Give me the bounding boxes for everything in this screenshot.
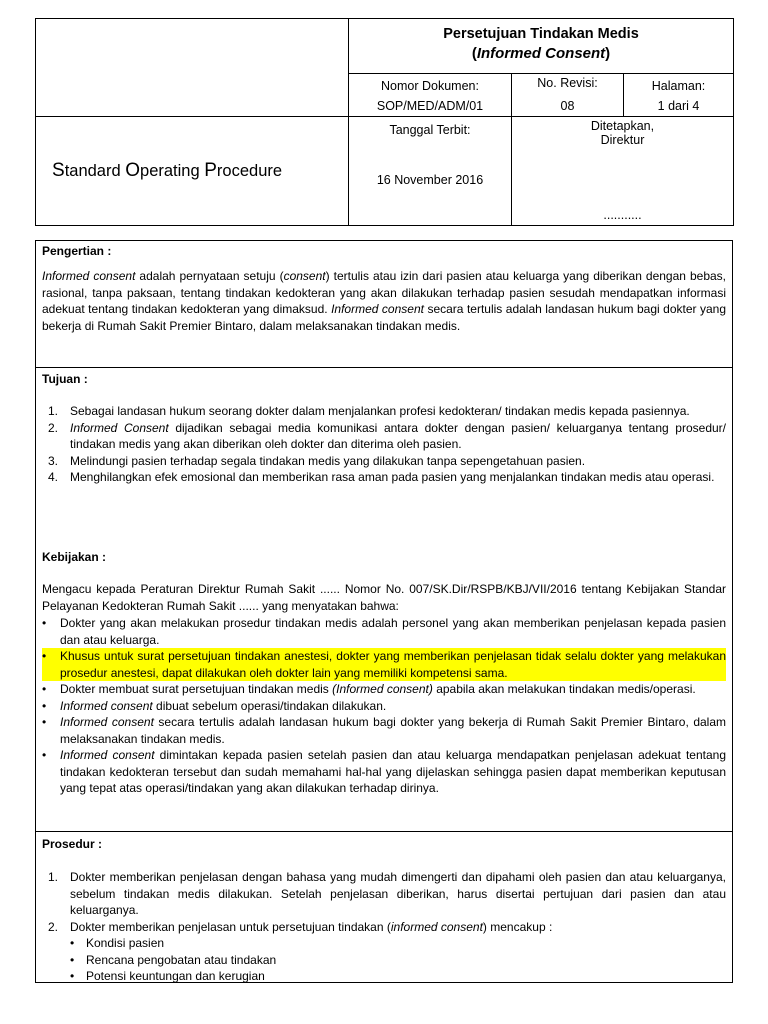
sop-word-3: rocedure (216, 162, 283, 180)
sop-letter-p: P (204, 160, 217, 181)
sublist-item (70, 968, 726, 985)
kebijakan-intro: Mengacu kepada Peraturan Direktur Rumah Sakit ...... Nomor No. 007/SK.Dir/RSPB/KBJ/VII/2016 tentang Kebijakan Standar Pelayanan Kedokteran Rumah Sakit ...... yang menyatakan bahwa: (42, 582, 726, 613)
section-divider (36, 831, 732, 832)
sop-title-cell (36, 117, 349, 226)
issue-date-cell (349, 117, 512, 226)
list-number: 2. (48, 919, 59, 934)
text-run: dimintakan kepada pasien setelah pasien dan atau keluarga mendapatkan penjelasan adekuat tentang tindakan kedokteran tersebut dan sudah memahami hal-hal yang dijelaskan sehingga pasien dapat memberikan keputusan yang tepat atas operasi/tindakan yang akan dilakukan terhadap dirinya. (60, 748, 726, 795)
approval-cell (512, 117, 734, 226)
tujuan-title: Tujuan : (42, 372, 88, 386)
list-item (42, 615, 726, 648)
doc-number-label: Nomor Dokumen: (381, 79, 479, 93)
paren-open: ( (471, 45, 477, 62)
sublist-item (70, 935, 726, 952)
text-italic: Informed consent (42, 269, 136, 283)
document-header-table (35, 18, 734, 226)
sublist-item (70, 952, 726, 969)
issue-date-label: Tanggal Terbit: (389, 123, 471, 137)
logo-cell (36, 19, 349, 117)
bullet: • (42, 715, 47, 729)
text-run: dibuat sebelum operasi/tindakan dilakukan. (152, 698, 387, 713)
list-item (42, 869, 726, 919)
list-item (42, 453, 726, 470)
revision-label: No. Revisi: (537, 76, 598, 90)
document-title: Persetujuan Tindakan Medis (443, 26, 639, 42)
document-subtitle (349, 45, 733, 62)
pengertian-paragraph (42, 268, 726, 334)
list-number: 2. (48, 420, 59, 435)
section-divider (36, 367, 732, 368)
approval-line-1: Ditetapkan, (590, 119, 655, 133)
text-italic: informed consent (390, 919, 483, 934)
doc-number-cell (349, 74, 512, 117)
list-item (42, 747, 726, 797)
bullet: • (42, 748, 47, 762)
revision-value: 08 (560, 99, 575, 113)
pengertian-title: Pengertian : (42, 244, 112, 258)
document-body (35, 240, 733, 983)
text-italic: consent (283, 269, 326, 283)
list-item (42, 403, 726, 420)
text-run: ) tertulis atau izin dari pasien atau keluarga yang diberikan dengan bebas, rasional, tanpa paksaan, tentang tindakan kedokteran yang akan dilakukan terhadap pasien sesudah mendapatkan informasi adekuat tentang tindakan kedokteran yang dimaksud. (42, 269, 726, 316)
document-title-cell (349, 19, 734, 74)
text-run: Dokter memberikan penjelasan dengan bahasa yang mudah dimengerti dan dipahami oleh pasien dan atau keluarganya, sebelum tindakan medis dilakukan. Setelah penjelasan diberikan, harus disertai pertujuan dari pasien dan atau keluarganya. (70, 870, 726, 917)
list-number: 4. (48, 470, 59, 484)
approval-line-2: Direktur (600, 133, 645, 147)
text-run: Kondisi pasien (86, 936, 165, 950)
paren-close: ) (605, 45, 611, 62)
text-run: dijadikan sebagai media komunikasi antara dokter dengan pasien/ keluarganya tentang prosedur/ tindakan medis yang akan diberikan oleh dokter dan diterima oleh pasien. (70, 420, 726, 451)
text-run: Dokter membuat surat persetujuan tindakan medis (60, 682, 333, 696)
text-run: Dokter yang akan melakukan prosedur tindakan medis adalah personel yang akan memberikan penjelasan kepada pasien dan atau keluarga. (60, 616, 726, 647)
text-italic: (Informed consent) (332, 682, 433, 696)
text-run: adalah pernyataan setuju ( (135, 269, 284, 283)
subtitle-italic: Informed Consent (476, 45, 606, 62)
text-run: apabila akan melakukan tindakan medis/operasi. (432, 682, 696, 696)
issue-date-value: 16 November 2016 (376, 173, 484, 187)
page-value: 1 dari 4 (657, 99, 700, 113)
list-number: 1. (48, 870, 59, 884)
tujuan-list (42, 403, 726, 486)
list-number: 3. (48, 453, 59, 468)
list-item (42, 714, 726, 747)
text-run: ) mencakup : (482, 919, 553, 934)
text-run: Dokter memberikan penjelasan untuk persetujuan tindakan ( (70, 919, 391, 934)
text-run: Menghilangkan efek emosional dan memberikan rasa aman pada pasien yang menjalankan tindakan medis atau operasi. (70, 470, 715, 484)
text-italic: Informed Consent (70, 420, 169, 435)
bullet: • (70, 969, 75, 983)
page-label: Halaman: (651, 79, 706, 93)
list-item (42, 469, 726, 486)
list-item (42, 681, 726, 698)
text-run: Sebagai landasan hukum seorang dokter dalam menjalankan profesi kedokteran/ tindakan medis kepada pasiennya. (70, 404, 690, 418)
text-italic: Informed consent (331, 302, 424, 316)
sop-word-2: perating (140, 162, 205, 180)
text-italic: Informed consent (60, 748, 155, 762)
text-run: Khusus untuk surat persetujuan tindakan anestesi, dokter yang memberikan penjelasan tidak selalu dokter yang melakukan prosedur anestesi, dapat dilakukan oleh dokter lain yang memiliki kompetensi sama. (60, 649, 726, 680)
list-item (42, 420, 726, 453)
doc-number-value: SOP/MED/ADM/01 (376, 99, 484, 113)
bullet: • (42, 649, 47, 663)
sop-letter-o: O (125, 160, 141, 181)
text-run: secara tertulis adalah landasan hukum bagi dokter yang bekerja di Rumah Sakit Premier Bintaro, dalam melaksanakan tindakan medis. (60, 715, 727, 746)
prosedur-list (42, 869, 726, 985)
prosedur-sublist (70, 935, 726, 985)
bullet: • (42, 698, 47, 713)
bullet: • (42, 682, 47, 696)
bullet: • (70, 936, 75, 950)
text-run: Rencana pengobatan atau tindakan (86, 952, 277, 967)
page-cell (624, 74, 734, 117)
list-item-highlighted (42, 648, 726, 681)
bullet: • (42, 616, 47, 630)
text-italic: Informed consent (60, 715, 154, 729)
approval-signature-dots: ........... (603, 208, 642, 222)
kebijakan-title: Kebijakan : (42, 550, 107, 564)
kebijakan-list (42, 615, 726, 797)
text-italic: Informed consent (60, 698, 153, 713)
bullet: • (70, 952, 75, 967)
text-run: Potensi keuntungan dan kerugian (86, 969, 265, 983)
sop-word-1: tandard (64, 162, 126, 180)
list-item (42, 919, 726, 985)
text-run: Melindungi pasien terhadap segala tindakan medis yang dilakukan tanpa sepengetahuan pasien. (70, 453, 586, 468)
list-item (42, 698, 726, 715)
text-run: secara tertulis adalah landasan hukum bagi dokter yang bekerja di Rumah Sakit Premier Bintaro, dalam melaksanakan tindakan medis. (42, 302, 727, 333)
prosedur-title: Prosedur : (42, 837, 103, 851)
sop-letter-s: S (52, 160, 65, 181)
list-number: 1. (48, 404, 59, 418)
revision-cell (512, 74, 624, 117)
